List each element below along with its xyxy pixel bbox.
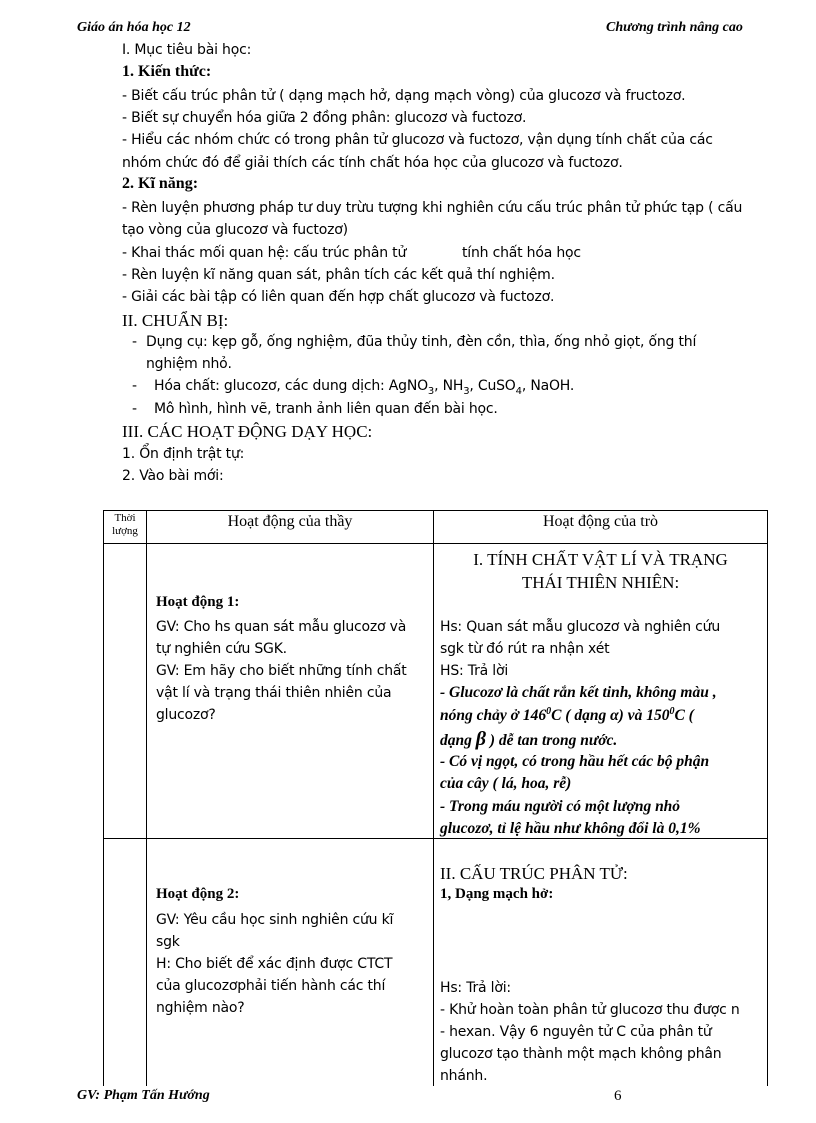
glucose-property-2: - Có vị ngọt, có trong hầu hết các bộ phận [440, 753, 710, 770]
text-line: của glucozơphải tiến hành các thí [156, 978, 386, 994]
text-line: - Khử hoàn toàn phân tử glucozơ thu được n [440, 1002, 740, 1018]
glucose-solubility: dạng β ) dễ tan trong nước. [440, 728, 618, 750]
table-col-divider-1 [146, 510, 147, 1086]
row1-student-title [434, 548, 767, 594]
text-line: GV: Cho hs quan sát mẫu glucozơ và [156, 619, 407, 635]
text-line: nghiệm nào? [156, 1000, 245, 1016]
col-header-teacher: Hoạt động của thầy [227, 513, 353, 530]
objectives-title: I. Mục tiêu bài học: [122, 42, 252, 58]
text-line: tự nghiên cứu SGK. [156, 641, 287, 657]
activity-2-title: Hoạt động 2: [156, 886, 240, 902]
knowledge-item-3-cont: nhóm chức đó để giải thích các tính chất hóa học của glucozơ và fuctozơ. [122, 155, 623, 171]
prep-item-1: Dụng cụ: kẹp gỗ, ống nghiệm, đũa thủy tinh, đèn cồn, thìa, ống nhỏ giọt, ống thí [146, 334, 697, 350]
prep-item-1-cont: nghiệm nhỏ. [146, 356, 232, 372]
row1-student-title-line-2: THÁI THIÊN NHIÊN: [521, 573, 680, 592]
knowledge-item-3: - Hiểu các nhóm chức có trong phân tử glucozơ và fuctozơ, vận dụng tính chất của các [122, 132, 713, 148]
table-border-right [767, 510, 768, 1086]
text-line: HS: Trả lời [440, 663, 509, 679]
table-border-top [103, 510, 768, 511]
glucose-property-1: - Glucozơ là chất rắn kết tinh, không màu , [440, 684, 717, 701]
row2-student-subtitle: 1, Dạng mạch hở: [440, 886, 554, 902]
knowledge-title: 1. Kiến thức: [122, 63, 212, 80]
activity-1-title: Hoạt động 1: [156, 594, 240, 610]
glucose-property-3-cont: glucozơ, tỉ lệ hầu như không đổi là 0,1% [440, 820, 701, 837]
activity-1-teacher-text [156, 616, 407, 726]
footer-author: GV: Phạm Tấn Hướng [77, 1088, 210, 1103]
row1-student-title-line-1: I. TÍNH CHẤT VẬT LÍ VÀ TRẠNG [473, 550, 728, 569]
text-line: GV: Yêu cầu học sinh nghiên cứu kĩ [156, 912, 394, 928]
col-header-time-line-1: Thời [114, 512, 136, 524]
skills-item-1-cont: tạo vòng của glucozơ và fuctozơ) [122, 222, 348, 238]
text-line: GV: Em hãy cho biết những tính chất [156, 663, 407, 679]
skills-title: 2. Kĩ năng: [122, 175, 199, 192]
text-line: H: Cho biết để xác định được CTCT [156, 956, 393, 972]
col-header-time-line-2: lượng [112, 525, 138, 537]
skills-item-2: - Khai thác mối quan hệ: cấu trúc phân tử [122, 245, 407, 261]
bullet-dash: - [132, 334, 137, 350]
col-header-time [103, 512, 147, 538]
col-header-student: Hoạt động của trò [542, 513, 659, 530]
text-line: vật lí và trạng thái thiên nhiên của [156, 685, 392, 701]
bullet-dash: - [132, 401, 137, 417]
text-line: sgk từ đó rút ra nhận xét [440, 641, 610, 657]
table-border-left [103, 510, 104, 1086]
row2-student-title: II. CẤU TRÚC PHÂN TỬ: [440, 864, 628, 883]
skills-item-3: - Rèn luyện kĩ năng quan sát, phân tích các kết quả thí nghiệm. [122, 267, 555, 283]
table-row-divider [103, 838, 768, 839]
skills-item-2-result: tính chất hóa học [462, 245, 581, 261]
text-line: - hexan. Vậy 6 nguyên tử C của phân tử [440, 1024, 712, 1040]
text-line: glucozơ? [156, 707, 216, 723]
activity-2-student-text [440, 977, 740, 1087]
activity-1-student-text [440, 616, 720, 682]
text-line: glucozơ tạo thành một mạch không phân [440, 1046, 722, 1062]
activity-2-teacher-text [156, 909, 393, 1019]
text-line: nhánh. [440, 1068, 488, 1084]
page-number: 6 [614, 1088, 622, 1104]
text-line: sgk [156, 934, 180, 950]
glucose-melting-point: nóng chảy ở $146^0C$ ( dạng α) và $150^0C$ ( [440, 706, 694, 725]
header-right: Chương trình nâng cao [606, 20, 743, 35]
activities-title: III. CÁC HOẠT ĐỘNG DẠY HỌC: [122, 422, 373, 441]
activities-item-2: 2. Vào bài mới: [122, 468, 224, 484]
knowledge-item-1: - Biết cấu trúc phân tử ( dạng mạch hở, dạng mạch vòng) của glucozơ và fructozơ. [122, 88, 686, 104]
text-line: Hs: Trả lời: [440, 980, 511, 996]
skills-item-4: - Giải các bài tập có liên quan đến hợp chất glucozơ và fuctozơ. [122, 289, 555, 305]
table-header-divider [103, 543, 768, 544]
header-left: Giáo án hóa học 12 [77, 20, 191, 35]
text-line: Hs: Quan sát mẫu glucozơ và nghiên cứu [440, 619, 721, 635]
knowledge-item-2: - Biết sự chuyển hóa giữa 2 đồng phân: glucozơ và fuctozơ. [122, 110, 527, 126]
glucose-property-2-cont: của cây ( lá, hoa, rễ) [440, 775, 572, 792]
table-col-divider-2 [433, 510, 434, 1086]
prep-item-2: Hóa chất: glucozơ, các dung dịch: AgNO$_3$, $NH_3$, CuSO$_4$, NaOH. [154, 378, 575, 397]
activities-item-1: 1. Ổn định trật tự: [122, 446, 245, 462]
prep-title: II. CHUẨN BỊ: [122, 311, 229, 330]
prep-item-3: Mô hình, hình vẽ, tranh ảnh liên quan đến bài học. [154, 401, 498, 417]
skills-item-1: - Rèn luyện phương pháp tư duy trừu tượng khi nghiên cứu cấu trúc phân tử phức tạp ( cấu [122, 200, 743, 216]
glucose-property-3: - Trong máu người có một lượng nhỏ [440, 798, 681, 815]
bullet-dash: - [132, 378, 137, 394]
